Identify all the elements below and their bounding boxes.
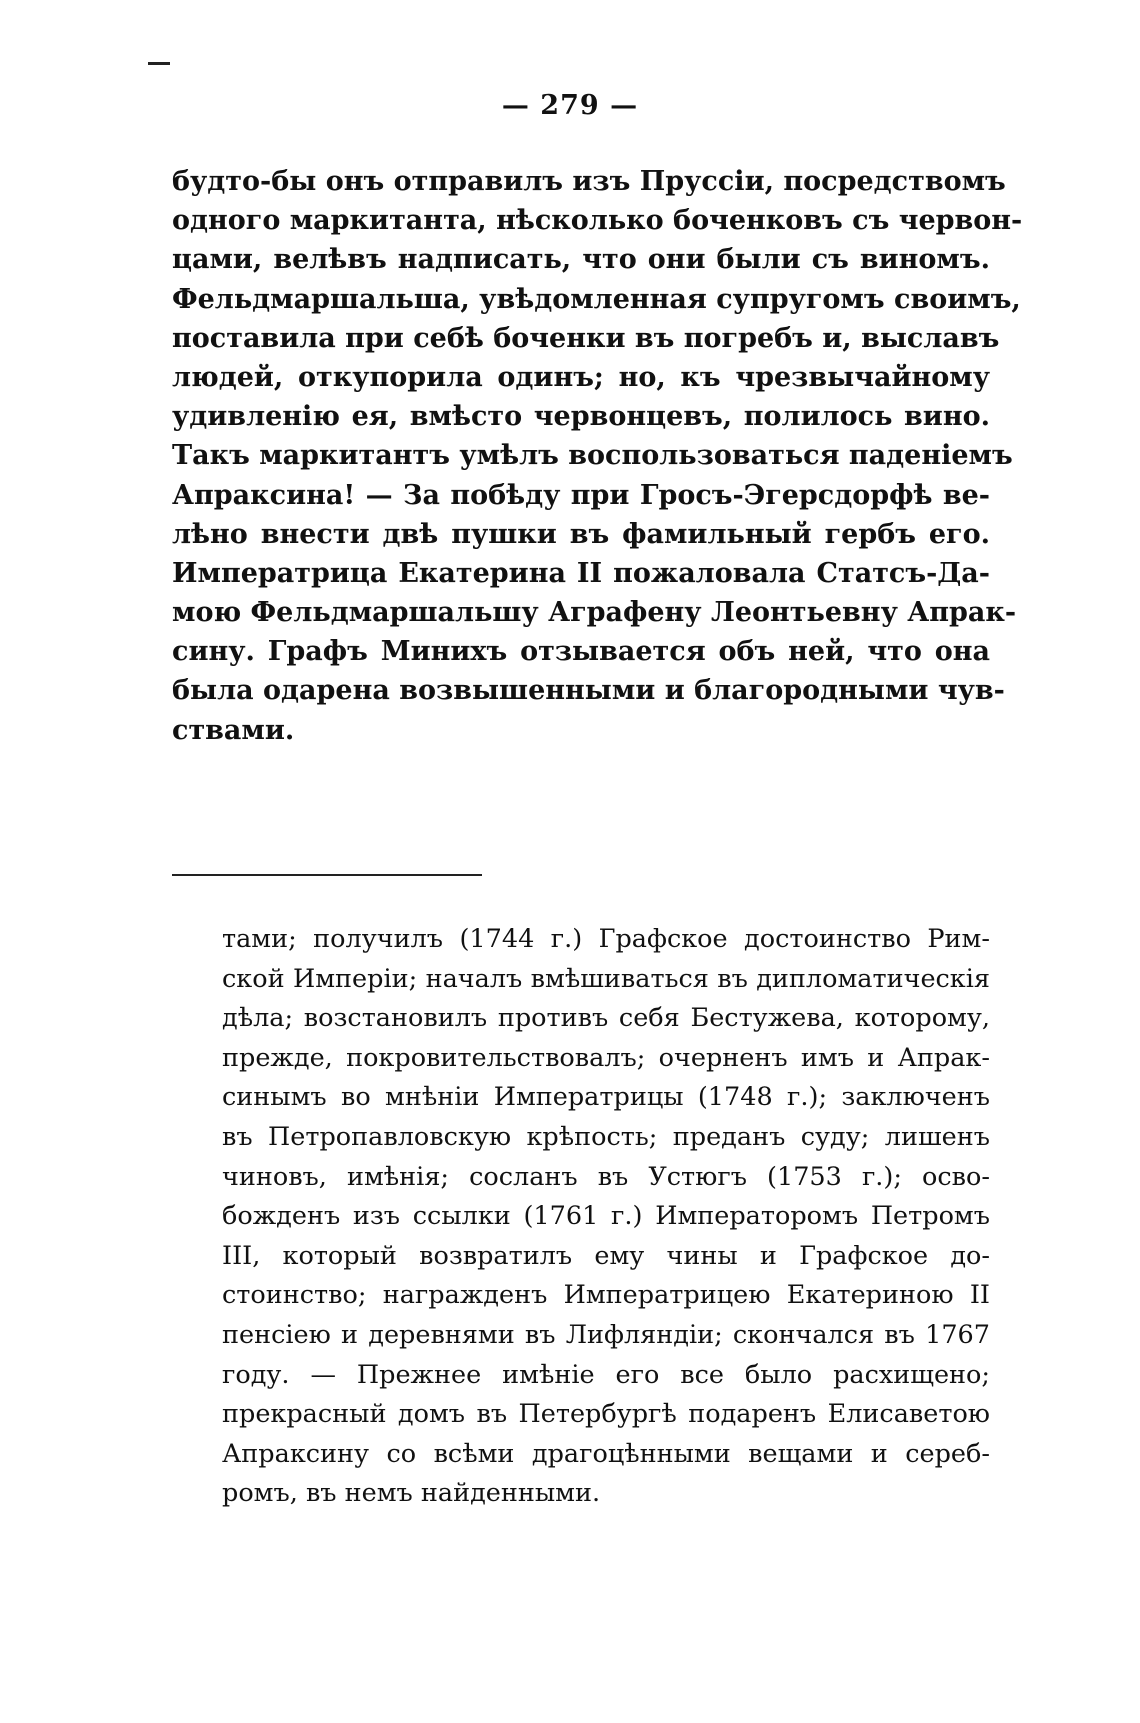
footnote-line: прекрасный домъ въ Петербургѣ подаренъ Елисаветою — [222, 1399, 990, 1430]
main-text-line: Такъ маркитантъ умѣлъ воспользоваться паденіемъ — [172, 440, 1013, 472]
main-text-line: одного маркитанта, нѣсколько боченковъ съ червон- — [172, 205, 1023, 237]
main-text-line: удивленію ея, вмѣсто червонцевъ, полилось вино. — [172, 401, 990, 433]
footnote-divider — [172, 874, 482, 876]
footnote-line: въ Петропавловскую крѣпость; преданъ суду; лишенъ — [222, 1121, 990, 1152]
main-text-block — [172, 162, 1023, 750]
footnote-line: ской Имперіи; началъ вмѣшиваться въ дипломатическія — [222, 963, 990, 994]
main-text-line: Апраксина! — За побѣду при Гросъ-Эгерсдорфѣ ве- — [172, 479, 990, 511]
main-text-line: мою Фельдмаршальшу Аграфену Леонтьевну Апрак- — [172, 597, 1017, 629]
footnote-line: году. — Прежнее имѣніе его все было расхищено; — [222, 1359, 990, 1390]
footnote-line: дѣла; возстановилъ противъ себя Бестужева, которому, — [222, 1003, 990, 1034]
page-number: — 279 — — [501, 90, 639, 121]
footnote-block — [222, 920, 990, 1514]
main-text-line: людей, откупорила одинъ; но, къ чрезвычайному — [172, 361, 990, 393]
main-text-line: ствами. — [172, 714, 295, 746]
main-text-line: лѣно внести двѣ пушки въ фамильный гербъ его. — [172, 518, 990, 550]
footnote-line: тами; получилъ (1744 г.) Графское достоинство Рим- — [222, 924, 990, 954]
footnote-line: пенсіею и деревнями въ Лифляндіи; скончался въ 1767 — [222, 1319, 990, 1350]
main-text-line: цами, велѣвъ надписать, что они были съ виномъ. — [172, 244, 990, 276]
main-text-line: Фельдмаршальша, увѣдомленная супругомъ своимъ, — [172, 283, 1021, 315]
main-text-line: была одарена возвышенными и благородными чув- — [172, 675, 1005, 707]
main-text-line: поставила при себѣ боченки въ погребъ и, выславъ — [172, 322, 1000, 354]
footnote-line: ромъ, въ немъ найденными. — [222, 1478, 601, 1509]
footnote-line: прежде, покровительствовалъ; очерненъ имъ и Апрак- — [222, 1042, 990, 1073]
main-text-line: будто-бы онъ отправилъ изъ Пруссіи, посредствомъ — [172, 166, 1006, 197]
footnote-line: Апраксину со всѣми драгоцѣнными вещами и сереб- — [222, 1438, 990, 1469]
scan-edge-mark — [148, 62, 170, 65]
footnote-line: синымъ во мнѣніи Императрицы (1748 г.); заключенъ — [222, 1082, 990, 1113]
footnote-line: чиновъ, имѣнія; сосланъ въ Устюгъ (1753 г.); осво- — [222, 1161, 990, 1192]
main-text-line: сину. Графъ Минихъ отзывается объ ней, что она — [172, 636, 990, 668]
footnote-line: божденъ изъ ссылки (1761 г.) Императоромъ Петромъ — [222, 1201, 990, 1232]
main-text-line: Императрица Екатерина II пожаловала Статсъ-Да- — [172, 557, 990, 589]
footnote-line: III, который возвратилъ ему чины и Графское до- — [222, 1240, 990, 1271]
footnote-line: стоинство; награжденъ Императрицею Екатериною II — [222, 1280, 990, 1311]
